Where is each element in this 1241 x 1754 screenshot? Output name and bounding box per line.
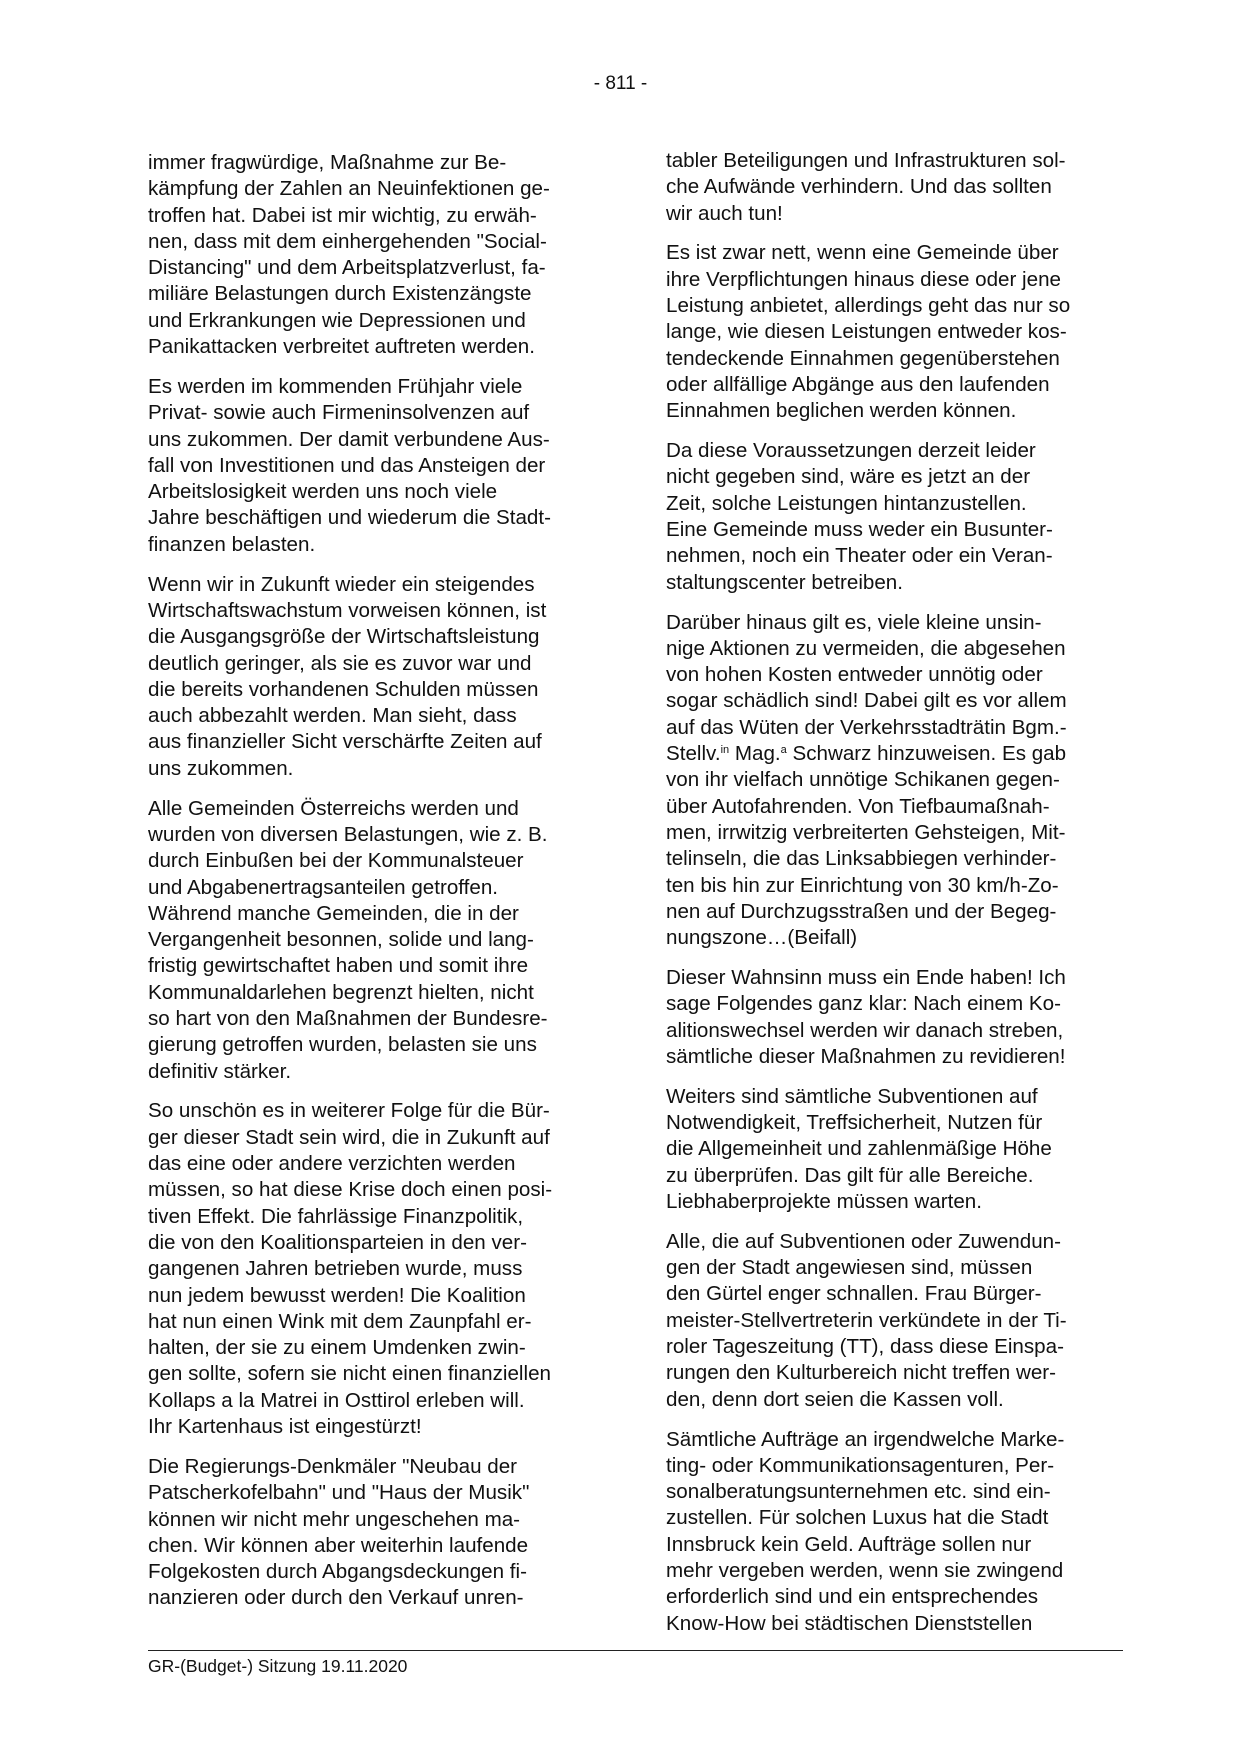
text-line: So unschön es in weiterer Folge für die Bür-	[148, 1099, 550, 1123]
text-line: lange, wie diesen Leistungen entweder kos-	[666, 320, 1067, 344]
text-line: ting- oder Kommunikationsagenturen, Per-	[666, 1453, 1055, 1477]
text-line: ten bis hin zur Einrichtung von 30 km/h-Zo-	[666, 873, 1059, 897]
text-line: Alle, die auf Subventionen oder Zuwendun-	[666, 1229, 1061, 1253]
text-line: Alle Gemeinden Österreichs werden und	[148, 796, 519, 820]
paragraph	[666, 1427, 1126, 1637]
text-line: Ihr Kartenhaus ist eingestürzt!	[148, 1415, 422, 1439]
text-line: den Gürtel enger schnallen. Frau Bürger-	[666, 1282, 1042, 1306]
text-line: tiven Effekt. Die fahrlässige Finanzpolitik,	[148, 1204, 524, 1228]
text-line: telinseln, die das Linksabbiegen verhinder-	[666, 847, 1057, 871]
text-line: von ihr vielfach unnötige Schikanen gegen-	[666, 768, 1060, 792]
text-line: che Aufwände verhindern. Und das sollten	[666, 175, 1052, 199]
text-line: Wenn wir in Zukunft wieder ein steigendes	[148, 572, 535, 596]
text-line: Eine Gemeinde muss weder ein Busunter-	[666, 518, 1053, 542]
text-line: ger dieser Stadt sein wird, die in Zukunft auf	[148, 1125, 550, 1149]
text-line: durch Einbußen bei der Kommunalsteuer	[148, 849, 524, 873]
text-fragment: Schwarz hinzuweisen. Es gab	[786, 742, 1067, 766]
text-line: die Ausgangsgröße der Wirtschaftsleistung	[148, 625, 540, 649]
text-line: wir auch tun!	[666, 201, 783, 225]
text-line: wurden von diversen Belastungen, wie z. B.	[148, 822, 548, 846]
paragraph	[148, 150, 604, 360]
text-line: zu überprüfen. Das gilt für alle Bereiche.	[666, 1163, 1034, 1187]
text-line: alitionswechsel werden wir danach streben,	[666, 1018, 1064, 1042]
text-line: Wirtschaftswachstum vorweisen können, ist	[148, 598, 547, 622]
paragraph	[666, 1084, 1126, 1215]
left-column	[148, 150, 604, 1625]
text-line: hat nun einen Wink mit dem Zaunpfahl er-	[148, 1309, 532, 1333]
text-line: das eine oder andere verzichten werden	[148, 1152, 516, 1176]
text-line: gen sollte, sofern sie nicht einen finanziellen	[148, 1362, 551, 1386]
text-line: Notwendigkeit, Treffsicherheit, Nutzen für	[666, 1111, 1043, 1135]
text-line: Jahre beschäftigen und wiederum die Stadt-	[148, 506, 551, 530]
text-line: den, denn dort seien die Kassen voll.	[666, 1387, 1004, 1411]
text-line: troffen hat. Dabei ist mir wichtig, zu erwäh-	[148, 203, 537, 227]
text-line: nen auf Durchzugsstraßen und der Begeg-	[666, 899, 1057, 923]
page-number: - 811 -	[593, 73, 648, 94]
text-line: auch abbezahlt werden. Man sieht, dass	[148, 704, 517, 728]
paragraph	[666, 240, 1126, 424]
text-line: über Autofahrenden. Von Tiefbaumaßnah-	[666, 794, 1050, 818]
text-line: Privat- sowie auch Firmeninsolvenzen auf	[148, 401, 530, 425]
text-line: Da diese Voraussetzungen derzeit leider	[666, 439, 1036, 463]
text-line: gierung getroffen wurden, belasten sie uns	[148, 1033, 537, 1057]
text-line: nungszone…(Beifall)	[666, 926, 858, 950]
text-line: nicht gegeben sind, wäre es jetzt an der	[666, 465, 1031, 489]
text-line: Zeit, solche Leistungen hintanzustellen.	[666, 491, 1027, 515]
text-line: finanzen belasten.	[148, 532, 316, 556]
text-line: sage Folgendes ganz klar: Nach einem Ko-	[666, 992, 1061, 1016]
paragraph	[666, 148, 1126, 227]
text-line: sämtliche dieser Maßnahmen zu revidieren!	[666, 1044, 1066, 1068]
text-line: Patscherkofelbahn" und "Haus der Musik"	[148, 1481, 530, 1505]
text-line: miliäre Belastungen durch Existenzängste	[148, 282, 532, 306]
text-line: Innsbruck kein Geld. Aufträge sollen nur	[666, 1532, 1032, 1556]
text-line: auf das Wüten der Verkehrsstadträtin Bgm.-	[666, 715, 1067, 739]
footer-session-label: GR-(Budget-) Sitzung 19.11.2020	[148, 1656, 408, 1676]
text-line: Darüber hinaus gilt es, viele kleine unsin-	[666, 610, 1042, 634]
text-line: Dieser Wahnsinn muss ein Ende haben! Ich	[666, 965, 1066, 989]
paragraph	[148, 796, 604, 1085]
paragraph	[148, 1098, 604, 1440]
text-line: Einnahmen beglichen werden können.	[666, 399, 1017, 423]
text-line: Vergangenheit besonnen, solide und lang-	[148, 928, 534, 952]
text-line: Es werden im kommenden Frühjahr viele	[148, 374, 523, 398]
text-line: nen, dass mit dem einhergehenden "Social-	[148, 229, 547, 253]
text-line: ihre Verpflichtungen hinaus diese oder jene	[666, 267, 1061, 291]
text-line: rungen den Kulturbereich nicht treffen wer-	[666, 1361, 1056, 1385]
text-line: mehr vergeben werden, wenn sie zwingend	[666, 1559, 1064, 1582]
text-line: meister-Stellvertreterin verkündete in der Ti-	[666, 1308, 1067, 1332]
text-line: nige Aktionen zu vermeiden, die abgesehen	[666, 636, 1066, 660]
text-line: Sämtliche Aufträge an irgendwelche Marke-	[666, 1427, 1065, 1451]
text-line: sonalberatungsunternehmen etc. sind ein-	[666, 1480, 1051, 1504]
text-line: Die Regierungs-Denkmäler "Neubau der	[148, 1454, 518, 1478]
text-line: definitiv stärker.	[148, 1059, 292, 1083]
text-line: uns zukommen.	[148, 756, 294, 780]
text-line: aus finanzieller Sicht verschärfte Zeiten auf	[148, 730, 542, 754]
paragraph	[666, 1229, 1126, 1413]
text-line: oder allfällige Abgänge aus den laufenden	[666, 372, 1050, 396]
text-line: uns zukommen. Der damit verbundene Aus-	[148, 427, 550, 451]
text-line: und Erkrankungen wie Depressionen und	[148, 308, 526, 332]
text-line: sogar schädlich sind! Dabei gilt es vor allem	[666, 689, 1067, 713]
text-line: kämpfung der Zahlen an Neuinfektionen ge-	[148, 177, 550, 201]
text-line: chen. Wir können aber weiterhin laufende	[148, 1533, 529, 1557]
text-line: nanzieren oder durch den Verkauf unren-	[148, 1586, 524, 1610]
superscript: a	[780, 743, 787, 756]
paragraph	[666, 610, 1126, 952]
paragraph	[148, 1454, 604, 1612]
text-line: gangenen Jahren betrieben wurde, muss	[148, 1257, 523, 1281]
text-line: Kommunaldarlehen begrenzt hielten, nicht	[148, 980, 534, 1004]
text-line: Panikattacken verbreitet auftreten werden.	[148, 335, 535, 359]
paragraph	[666, 438, 1126, 596]
text-line: so hart von den Maßnahmen der Bundesre-	[148, 1006, 548, 1030]
text-line: Während manche Gemeinden, die in der	[148, 901, 519, 925]
text-line: die bereits vorhandenen Schulden müssen	[148, 677, 539, 701]
text-line: erforderlich sind und ein entsprechendes	[666, 1585, 1039, 1609]
footer-divider	[148, 1650, 1123, 1651]
text-line: Distancing" und dem Arbeitsplatzverlust, fa-	[148, 256, 546, 280]
text-line: halten, der sie zu einem Umdenken zwin-	[148, 1336, 526, 1360]
text-line: die von den Koalitionsparteien in den ver-	[148, 1230, 527, 1254]
text-line: Es ist zwar nett, wenn eine Gemeinde über	[666, 241, 1059, 265]
text-line: nun jedem bewusst werden! Die Koalition	[148, 1283, 526, 1307]
text-line: Liebhaberprojekte müssen warten.	[666, 1189, 982, 1213]
text-line: und Abgabenertragsanteilen getroffen.	[148, 875, 498, 899]
text-line: fall von Investitionen und das Ansteigen der	[148, 453, 546, 477]
text-line: Know-How bei städtischen Dienststellen	[666, 1611, 1033, 1635]
text-fragment: Mag.	[729, 742, 781, 766]
text-line: die Allgemeinheit und zahlenmäßige Höhe	[666, 1137, 1052, 1161]
text-line-with-superscripts	[666, 741, 1126, 767]
text-line: deutlich geringer, als sie es zuvor war und	[148, 651, 532, 675]
paragraph	[148, 374, 604, 558]
superscript: in	[720, 743, 730, 756]
text-line: Kollaps a la Matrei in Osttirol erleben will.	[148, 1388, 525, 1412]
text-line: Leistung anbietet, allerdings geht das nur so	[666, 294, 1071, 318]
text-fragment: Stellv.	[666, 742, 721, 766]
text-line: Arbeitslosigkeit werden uns noch viele	[148, 480, 498, 504]
text-line: nehmen, noch ein Theater oder ein Veran-	[666, 544, 1053, 568]
text-line: Folgekosten durch Abgangsdeckungen fi-	[148, 1560, 527, 1584]
text-line: zustellen. Für solchen Luxus hat die Stadt	[666, 1506, 1049, 1530]
text-line: staltungscenter betreiben.	[666, 570, 903, 594]
text-line: können wir nicht mehr ungeschehen ma-	[148, 1507, 521, 1531]
text-line: tendeckende Einnahmen gegenüberstehen	[666, 346, 1060, 370]
text-line: von hohen Kosten entweder unnötig oder	[666, 663, 1043, 687]
text-line: gen der Stadt angewiesen sind, müssen	[666, 1256, 1033, 1280]
text-line: Weiters sind sämtliche Subventionen auf	[666, 1084, 1038, 1108]
right-column	[666, 148, 1126, 1650]
text-line: tabler Beteiligungen und Infrastrukturen sol-	[666, 149, 1066, 172]
text-line: fristig gewirtschaftet haben und somit ihre	[148, 954, 529, 978]
text-line: roler Tageszeitung (TT), dass diese Einspa-	[666, 1335, 1064, 1359]
text-line: immer fragwürdige, Maßnahme zur Be-	[148, 151, 507, 174]
text-line: müssen, so hat diese Krise doch einen posi-	[148, 1178, 553, 1202]
paragraph	[148, 572, 604, 782]
paragraph	[666, 965, 1126, 1070]
text-line: men, irrwitzig verbreiterten Gehsteigen, Mit-	[666, 820, 1066, 844]
